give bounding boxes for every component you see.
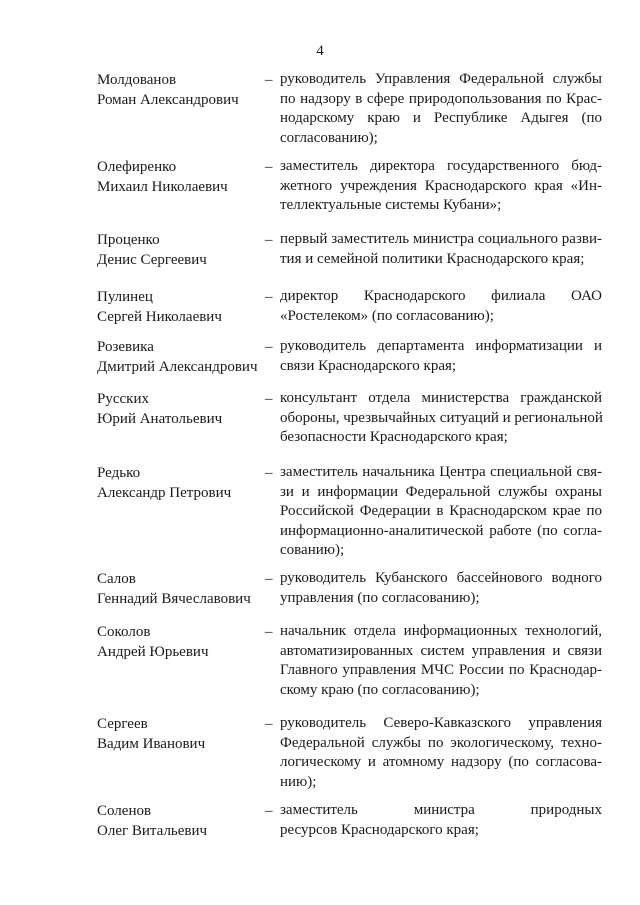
member-given-names: Александр Петрович bbox=[97, 485, 232, 501]
member-name bbox=[97, 801, 267, 841]
dash-separator: – bbox=[265, 624, 273, 640]
role-line: начальник отдела информационных технологий, bbox=[280, 623, 602, 639]
member-role bbox=[280, 157, 602, 216]
member-name bbox=[97, 337, 267, 377]
dash-separator: – bbox=[265, 289, 273, 305]
role-line: логическому и атомному надзору (по согласова- bbox=[280, 754, 602, 770]
member-name bbox=[97, 714, 267, 754]
member-name bbox=[97, 389, 267, 429]
dash-separator: – bbox=[265, 72, 273, 88]
member-name bbox=[97, 157, 267, 197]
member-given-names: Вадим Иванович bbox=[97, 736, 206, 752]
page-number: 4 bbox=[316, 43, 324, 59]
role-line: заместитель директора государственного бюд- bbox=[280, 158, 602, 174]
role-line: зи и информации Федеральной службы охраны bbox=[280, 483, 602, 500]
role-line: руководитель департамента информатизации и bbox=[280, 338, 602, 354]
member-name bbox=[97, 70, 267, 110]
member-given-names: Андрей Юрьевич bbox=[97, 644, 209, 660]
role-line: заместитель министра природных bbox=[280, 802, 602, 818]
member-surname: Редько bbox=[97, 465, 141, 481]
role-line: Российской Федерации в Краснодарском крае по bbox=[280, 503, 602, 519]
member-surname: Розевика bbox=[97, 339, 154, 355]
member-role bbox=[280, 230, 602, 269]
member-surname: Молдованов bbox=[97, 72, 177, 88]
member-given-names: Михаил Николаевич bbox=[97, 179, 228, 195]
role-line: информационно-аналитической работе (по согла- bbox=[280, 522, 602, 539]
member-given-names: Юрий Анатольевич bbox=[97, 411, 223, 427]
member-role bbox=[280, 337, 602, 376]
role-line: сованию); bbox=[280, 542, 345, 558]
member-role bbox=[280, 622, 602, 700]
role-line: тия и семейной политики Краснодарского края; bbox=[280, 250, 585, 267]
role-line: связи Краснодарского края; bbox=[280, 357, 457, 374]
member-given-names: Геннадий Вячеславович bbox=[97, 591, 251, 607]
member-role bbox=[280, 70, 602, 148]
member-given-names: Денис Сергеевич bbox=[97, 252, 207, 268]
member-name bbox=[97, 463, 267, 503]
role-line: руководитель Управления Федеральной службы bbox=[280, 71, 602, 87]
role-line: управления (по согласованию); bbox=[280, 589, 480, 606]
dash-separator: – bbox=[265, 571, 273, 587]
member-given-names: Роман Александрович bbox=[97, 92, 239, 108]
role-line: нию); bbox=[280, 773, 317, 790]
dash-separator: – bbox=[265, 716, 273, 732]
role-line: по надзору в сфере природопользования по Крас- bbox=[280, 90, 602, 107]
dash-separator: – bbox=[265, 391, 273, 407]
member-given-names: Олег Витальевич bbox=[97, 823, 208, 839]
member-name bbox=[97, 622, 267, 662]
member-role bbox=[280, 801, 602, 840]
member-surname: Соколов bbox=[97, 624, 151, 640]
role-line: скому краю (по согласованию); bbox=[280, 681, 480, 698]
dash-separator: – bbox=[265, 803, 273, 819]
dash-separator: – bbox=[265, 232, 273, 248]
role-line: согласованию); bbox=[280, 129, 378, 146]
role-line: руководитель Кубанского бассейнового водного bbox=[280, 570, 602, 586]
member-surname: Пулинец bbox=[97, 289, 153, 305]
member-given-names: Сергей Николаевич bbox=[97, 309, 222, 325]
role-line: первый заместитель министра социального разви- bbox=[280, 231, 602, 247]
dash-separator: – bbox=[265, 465, 273, 481]
role-line: консультант отдела министерства гражданской bbox=[280, 390, 602, 406]
member-surname: Соленов bbox=[97, 803, 152, 819]
member-surname: Проценко bbox=[97, 232, 160, 248]
member-surname: Олефиренко bbox=[97, 159, 177, 175]
member-name bbox=[97, 569, 267, 609]
member-surname: Русских bbox=[97, 391, 149, 407]
role-line: директор Краснодарского филиала ОАО bbox=[280, 288, 602, 304]
role-line: жетного учреждения Краснодарского края «Ин- bbox=[280, 177, 602, 194]
member-name bbox=[97, 230, 267, 270]
role-line: теллектуальные системы Кубани»; bbox=[280, 197, 502, 213]
role-line: обороны, чрезвычайных ситуаций и региональной bbox=[280, 409, 603, 426]
dash-separator: – bbox=[265, 159, 273, 175]
member-given-names: Дмитрий Александрович bbox=[97, 359, 258, 375]
role-line: автоматизированных систем управления и связи bbox=[280, 642, 602, 659]
role-line: Федеральной службы по экологическому, техно- bbox=[280, 734, 602, 751]
member-role bbox=[280, 714, 602, 792]
role-line: «Ростелеком» (по согласованию); bbox=[280, 307, 494, 324]
role-line: заместитель начальника Центра специальной свя- bbox=[280, 464, 602, 480]
member-surname: Сергеев bbox=[97, 716, 148, 732]
role-line: безопасности Краснодарского края; bbox=[280, 429, 508, 445]
member-surname: Салов bbox=[97, 571, 136, 587]
role-line: ресурсов Краснодарского края; bbox=[280, 821, 479, 838]
member-role bbox=[280, 287, 602, 326]
member-name bbox=[97, 287, 267, 327]
role-line: Главного управления МЧС России по Краснодар- bbox=[280, 662, 602, 678]
dash-separator: – bbox=[265, 339, 273, 355]
role-line: руководитель Северо-Кавказского управления bbox=[280, 715, 602, 731]
role-line: нодарскому краю и Республике Адыгея (по bbox=[280, 110, 602, 126]
member-role bbox=[280, 389, 602, 448]
member-role bbox=[280, 463, 602, 561]
member-role bbox=[280, 569, 602, 608]
